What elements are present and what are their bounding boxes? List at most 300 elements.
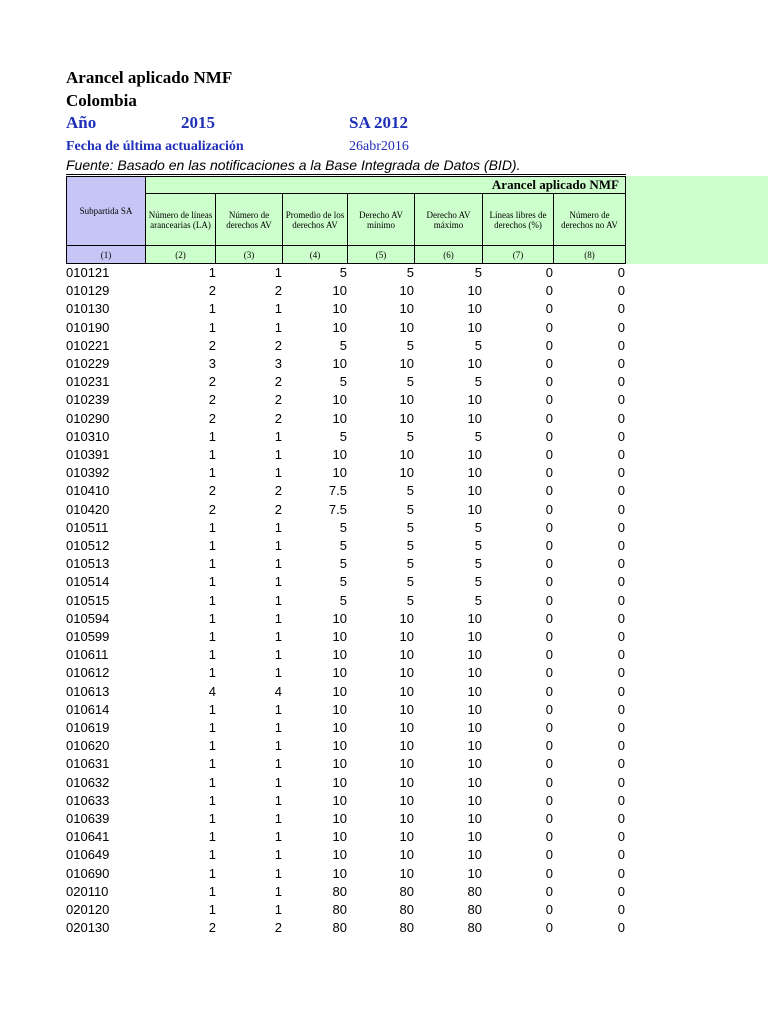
cell-avg-av: 10 xyxy=(332,683,347,699)
cell-max-av: 10 xyxy=(467,847,482,863)
table-row xyxy=(0,719,768,737)
table-row xyxy=(0,482,768,500)
col-number: (2) xyxy=(146,246,216,264)
table-row xyxy=(0,391,768,409)
cell-non-av: 0 xyxy=(617,428,625,444)
cell-max-av: 80 xyxy=(467,920,482,936)
cell-avg-av: 7.5 xyxy=(328,483,347,499)
cell-num-lines: 2 xyxy=(208,410,216,426)
cell-min-av: 5 xyxy=(406,374,414,390)
cell-subpartida-code: 010639 xyxy=(66,811,110,826)
table-row xyxy=(0,846,768,864)
header-num-av: Número de derechos AV xyxy=(216,194,283,246)
table-row xyxy=(0,555,768,573)
cell-num-lines: 1 xyxy=(208,792,216,808)
source-note: Fuente: Basado en las notificaciones a la Base Integrada de Datos (BID). xyxy=(66,157,521,173)
cell-num-av: 1 xyxy=(274,592,282,608)
table-row xyxy=(0,501,768,519)
cell-duty-free-pct: 0 xyxy=(545,701,553,717)
cell-duty-free-pct: 0 xyxy=(545,738,553,754)
cell-duty-free-pct: 0 xyxy=(545,792,553,808)
country-name: Colombia xyxy=(66,91,137,110)
cell-num-lines: 1 xyxy=(208,538,216,553)
cell-max-av: 10 xyxy=(467,792,482,808)
cell-duty-free-pct: 0 xyxy=(545,665,553,681)
table-row xyxy=(0,300,768,318)
cell-subpartida-code: 010221 xyxy=(66,337,110,353)
table-row xyxy=(0,610,768,628)
cell-min-av: 10 xyxy=(399,356,414,371)
cell-max-av: 10 xyxy=(467,665,482,681)
cell-num-av: 1 xyxy=(274,465,282,481)
cell-min-av: 10 xyxy=(399,410,414,426)
cell-num-av: 1 xyxy=(274,647,282,663)
cell-duty-free-pct: 0 xyxy=(545,902,553,917)
cell-subpartida-code: 010513 xyxy=(66,556,110,572)
cell-non-av: 0 xyxy=(617,447,625,462)
cell-subpartida-code: 010130 xyxy=(66,301,110,317)
cell-min-av: 5 xyxy=(406,501,414,517)
divider xyxy=(66,174,626,175)
cell-subpartida-code: 010613 xyxy=(66,683,110,699)
cell-duty-free-pct: 0 xyxy=(545,374,553,390)
cell-avg-av: 5 xyxy=(339,428,347,444)
cell-avg-av: 10 xyxy=(332,865,347,881)
cell-subpartida-code: 020110 xyxy=(66,883,109,899)
cell-duty-free-pct: 0 xyxy=(545,629,553,644)
cell-num-lines: 1 xyxy=(208,647,216,663)
cell-num-lines: 3 xyxy=(208,356,216,371)
cell-num-av: 1 xyxy=(274,556,282,572)
cell-subpartida-code: 010614 xyxy=(66,701,110,717)
cell-num-av: 1 xyxy=(274,865,282,881)
cell-duty-free-pct: 0 xyxy=(545,720,553,735)
table-row xyxy=(0,282,768,300)
cell-avg-av: 5 xyxy=(339,374,347,390)
cell-non-av: 0 xyxy=(617,756,625,772)
cell-num-lines: 2 xyxy=(208,392,216,408)
table-row xyxy=(0,664,768,682)
cell-subpartida-code: 010392 xyxy=(66,465,110,481)
cell-max-av: 10 xyxy=(467,610,482,626)
cell-num-av: 1 xyxy=(274,774,282,790)
cell-num-lines: 1 xyxy=(208,902,216,917)
cell-num-av: 1 xyxy=(274,720,282,735)
cell-non-av: 0 xyxy=(617,647,625,663)
cell-max-av: 10 xyxy=(467,683,482,699)
table-row xyxy=(0,592,768,610)
cell-max-av: 5 xyxy=(474,428,482,444)
cell-max-av: 10 xyxy=(467,720,482,735)
cell-duty-free-pct: 0 xyxy=(545,847,553,863)
table-row xyxy=(0,901,768,919)
cell-subpartida-code: 020130 xyxy=(66,920,110,936)
cell-num-lines: 1 xyxy=(208,574,216,590)
cell-avg-av: 10 xyxy=(332,720,347,735)
cell-non-av: 0 xyxy=(617,610,625,626)
cell-avg-av: 10 xyxy=(332,756,347,772)
cell-num-lines: 2 xyxy=(208,374,216,390)
cell-avg-av: 10 xyxy=(332,774,347,790)
cell-non-av: 0 xyxy=(617,792,625,808)
cell-max-av: 10 xyxy=(467,465,482,481)
cell-avg-av: 5 xyxy=(339,592,347,608)
cell-num-av: 1 xyxy=(274,701,282,717)
cell-duty-free-pct: 0 xyxy=(545,301,553,317)
cell-non-av: 0 xyxy=(617,883,625,899)
cell-avg-av: 10 xyxy=(332,410,347,426)
cell-duty-free-pct: 0 xyxy=(545,483,553,499)
cell-avg-av: 80 xyxy=(332,883,347,899)
cell-num-lines: 1 xyxy=(208,319,216,335)
cell-subpartida-code: 010420 xyxy=(66,501,110,517)
cell-non-av: 0 xyxy=(617,465,625,481)
cell-max-av: 80 xyxy=(467,883,482,899)
cell-max-av: 10 xyxy=(467,756,482,772)
cell-avg-av: 10 xyxy=(332,847,347,863)
cell-duty-free-pct: 0 xyxy=(545,829,553,845)
cell-max-av: 5 xyxy=(474,556,482,572)
cell-avg-av: 10 xyxy=(332,701,347,717)
cell-num-av: 1 xyxy=(274,319,282,335)
header-num-lines: Número de líneas arancearias (LA) xyxy=(146,194,216,246)
cell-non-av: 0 xyxy=(617,519,625,535)
cell-num-av: 2 xyxy=(274,283,282,299)
hs-version: SA 2012 xyxy=(349,113,409,132)
cell-max-av: 5 xyxy=(474,574,482,590)
cell-min-av: 10 xyxy=(399,629,414,644)
cell-non-av: 0 xyxy=(617,902,625,917)
cell-subpartida-code: 010290 xyxy=(66,410,110,426)
cell-min-av: 10 xyxy=(399,392,414,408)
cell-duty-free-pct: 0 xyxy=(545,920,553,936)
cell-num-lines: 1 xyxy=(208,829,216,845)
cell-min-av: 10 xyxy=(399,301,414,317)
cell-num-av: 1 xyxy=(274,574,282,590)
cell-num-av: 1 xyxy=(274,829,282,845)
cell-duty-free-pct: 0 xyxy=(545,865,553,881)
col-number: (7) xyxy=(483,246,554,264)
cell-num-lines: 2 xyxy=(208,483,216,499)
cell-num-lines: 1 xyxy=(208,428,216,444)
cell-min-av: 10 xyxy=(399,319,414,335)
cell-max-av: 10 xyxy=(467,483,482,499)
cell-max-av: 5 xyxy=(474,374,482,390)
cell-duty-free-pct: 0 xyxy=(545,447,553,462)
cell-non-av: 0 xyxy=(617,337,625,353)
cell-avg-av: 80 xyxy=(332,920,347,936)
cell-num-av: 1 xyxy=(274,538,282,553)
header-subpartida: Subpartida SA xyxy=(66,176,146,246)
cell-non-av: 0 xyxy=(617,410,625,426)
cell-non-av: 0 xyxy=(617,701,625,717)
cell-num-lines: 1 xyxy=(208,756,216,772)
cell-subpartida-code: 010631 xyxy=(66,756,110,772)
cell-min-av: 10 xyxy=(399,774,414,790)
cell-min-av: 5 xyxy=(406,592,414,608)
cell-num-av: 2 xyxy=(274,337,282,353)
cell-avg-av: 10 xyxy=(332,283,347,299)
cell-num-lines: 1 xyxy=(208,610,216,626)
cell-avg-av: 10 xyxy=(332,392,347,408)
cell-duty-free-pct: 0 xyxy=(545,392,553,408)
cell-non-av: 0 xyxy=(617,483,625,499)
cell-duty-free-pct: 0 xyxy=(545,574,553,590)
cell-subpartida-code: 010633 xyxy=(66,792,110,808)
cell-num-lines: 1 xyxy=(208,665,216,681)
cell-min-av: 5 xyxy=(406,519,414,535)
cell-num-av: 1 xyxy=(274,792,282,808)
cell-min-av: 80 xyxy=(399,883,414,899)
table-row xyxy=(0,646,768,664)
cell-num-lines: 1 xyxy=(208,265,216,280)
cell-min-av: 10 xyxy=(399,792,414,808)
year-label: Año xyxy=(66,113,97,132)
year-value: 2015 xyxy=(181,113,215,132)
cell-min-av: 80 xyxy=(399,920,414,936)
cell-max-av: 5 xyxy=(474,592,482,608)
table-row xyxy=(0,537,768,555)
cell-avg-av: 10 xyxy=(332,319,347,335)
table-row xyxy=(0,464,768,482)
col-number: (1) xyxy=(66,246,146,264)
cell-min-av: 5 xyxy=(406,483,414,499)
cell-min-av: 5 xyxy=(406,556,414,572)
cell-max-av: 10 xyxy=(467,301,482,317)
cell-non-av: 0 xyxy=(617,920,625,936)
cell-num-av: 1 xyxy=(274,738,282,754)
table-row xyxy=(0,446,768,464)
cell-num-av: 1 xyxy=(274,883,282,899)
col-number: (5) xyxy=(348,246,415,264)
cell-non-av: 0 xyxy=(617,265,625,280)
cell-subpartida-code: 010620 xyxy=(66,738,110,754)
cell-non-av: 0 xyxy=(617,720,625,735)
cell-max-av: 10 xyxy=(467,319,482,335)
header-min-av: Derecho AV mínimo xyxy=(348,194,415,246)
table-row xyxy=(0,319,768,337)
table-row xyxy=(0,828,768,846)
cell-subpartida-code: 010410 xyxy=(66,483,110,499)
cell-non-av: 0 xyxy=(617,319,625,335)
cell-duty-free-pct: 0 xyxy=(545,501,553,517)
cell-subpartida-code: 010599 xyxy=(66,629,110,644)
cell-min-av: 10 xyxy=(399,647,414,663)
cell-avg-av: 10 xyxy=(332,665,347,681)
cell-subpartida-code: 010641 xyxy=(66,829,110,845)
cell-avg-av: 10 xyxy=(332,610,347,626)
cell-min-av: 10 xyxy=(399,283,414,299)
cell-duty-free-pct: 0 xyxy=(545,538,553,553)
cell-non-av: 0 xyxy=(617,811,625,826)
cell-min-av: 10 xyxy=(399,683,414,699)
table-row xyxy=(0,337,768,355)
cell-max-av: 5 xyxy=(474,519,482,535)
cell-num-lines: 2 xyxy=(208,283,216,299)
cell-duty-free-pct: 0 xyxy=(545,774,553,790)
table-row xyxy=(0,792,768,810)
report-title: Arancel aplicado NMF xyxy=(66,68,233,87)
cell-max-av: 10 xyxy=(467,738,482,754)
cell-num-av: 2 xyxy=(274,920,282,936)
table-row xyxy=(0,573,768,591)
cell-avg-av: 10 xyxy=(332,447,347,462)
cell-avg-av: 5 xyxy=(339,337,347,353)
col-number: (8) xyxy=(554,246,626,264)
cell-non-av: 0 xyxy=(617,574,625,590)
cell-max-av: 10 xyxy=(467,774,482,790)
cell-min-av: 10 xyxy=(399,447,414,462)
cell-num-lines: 1 xyxy=(208,465,216,481)
cell-avg-av: 10 xyxy=(332,629,347,644)
table-row xyxy=(0,628,768,646)
cell-avg-av: 80 xyxy=(332,902,347,917)
cell-subpartida-code: 010121 xyxy=(66,265,110,280)
cell-num-av: 1 xyxy=(274,756,282,772)
cell-subpartida-code: 010391 xyxy=(66,447,110,462)
cell-avg-av: 5 xyxy=(339,265,347,280)
cell-num-av: 1 xyxy=(274,629,282,644)
cell-num-lines: 2 xyxy=(208,501,216,517)
cell-num-lines: 2 xyxy=(208,920,216,936)
cell-num-lines: 1 xyxy=(208,556,216,572)
cell-duty-free-pct: 0 xyxy=(545,756,553,772)
cell-min-av: 10 xyxy=(399,720,414,735)
cell-num-lines: 1 xyxy=(208,883,216,899)
table-row xyxy=(0,519,768,537)
cell-subpartida-code: 010515 xyxy=(66,592,110,608)
cell-max-av: 5 xyxy=(474,265,482,280)
cell-num-lines: 1 xyxy=(208,738,216,754)
cell-num-av: 3 xyxy=(274,356,282,371)
update-date-value: 26abr2016 xyxy=(349,139,409,154)
cell-non-av: 0 xyxy=(617,829,625,845)
cell-num-av: 1 xyxy=(274,847,282,863)
cell-avg-av: 10 xyxy=(332,356,347,371)
cell-non-av: 0 xyxy=(617,374,625,390)
cell-max-av: 10 xyxy=(467,829,482,845)
cell-max-av: 10 xyxy=(467,701,482,717)
cell-max-av: 5 xyxy=(474,337,482,353)
cell-min-av: 80 xyxy=(399,902,414,917)
cell-max-av: 10 xyxy=(467,811,482,826)
cell-subpartida-code: 010611 xyxy=(66,647,109,663)
cell-num-av: 1 xyxy=(274,610,282,626)
cell-num-lines: 1 xyxy=(208,301,216,317)
cell-non-av: 0 xyxy=(617,738,625,754)
cell-avg-av: 5 xyxy=(339,556,347,572)
cell-non-av: 0 xyxy=(617,683,625,699)
cell-min-av: 5 xyxy=(406,428,414,444)
table-row xyxy=(0,755,768,773)
cell-duty-free-pct: 0 xyxy=(545,811,553,826)
cell-avg-av: 10 xyxy=(332,829,347,845)
cell-non-av: 0 xyxy=(617,629,625,644)
cell-subpartida-code: 010511 xyxy=(66,519,109,535)
cell-non-av: 0 xyxy=(617,865,625,881)
table-row xyxy=(0,810,768,828)
table-row xyxy=(0,701,768,719)
table-row xyxy=(0,428,768,446)
cell-min-av: 10 xyxy=(399,701,414,717)
cell-non-av: 0 xyxy=(617,392,625,408)
cell-subpartida-code: 010514 xyxy=(66,574,110,590)
table-row xyxy=(0,373,768,391)
col-number: (6) xyxy=(415,246,483,264)
header-avg-av: Promedio de los derechos AV xyxy=(283,194,348,246)
cell-max-av: 10 xyxy=(467,647,482,663)
cell-num-lines: 1 xyxy=(208,701,216,717)
cell-avg-av: 10 xyxy=(332,792,347,808)
table-row xyxy=(0,883,768,901)
cell-avg-av: 10 xyxy=(332,301,347,317)
cell-num-lines: 1 xyxy=(208,847,216,863)
cell-max-av: 10 xyxy=(467,865,482,881)
cell-duty-free-pct: 0 xyxy=(545,556,553,572)
cell-max-av: 10 xyxy=(467,447,482,462)
cell-non-av: 0 xyxy=(617,556,625,572)
cell-min-av: 10 xyxy=(399,465,414,481)
cell-max-av: 10 xyxy=(467,410,482,426)
cell-non-av: 0 xyxy=(617,356,625,371)
cell-duty-free-pct: 0 xyxy=(545,610,553,626)
cell-subpartida-code: 010310 xyxy=(66,428,110,444)
cell-duty-free-pct: 0 xyxy=(545,319,553,335)
cell-non-av: 0 xyxy=(617,665,625,681)
cell-num-lines: 2 xyxy=(208,337,216,353)
table-row xyxy=(0,737,768,755)
col-number: (4) xyxy=(283,246,348,264)
cell-num-lines: 1 xyxy=(208,629,216,644)
cell-max-av: 10 xyxy=(467,356,482,371)
cell-subpartida-code: 010512 xyxy=(66,538,110,553)
table-row xyxy=(0,865,768,883)
cell-duty-free-pct: 0 xyxy=(545,647,553,663)
cell-duty-free-pct: 0 xyxy=(545,428,553,444)
cell-num-av: 1 xyxy=(274,519,282,535)
cell-duty-free-pct: 0 xyxy=(545,592,553,608)
cell-subpartida-code: 010129 xyxy=(66,283,110,299)
cell-subpartida-code: 010649 xyxy=(66,847,110,863)
cell-num-av: 1 xyxy=(274,811,282,826)
header-max-av: Derecho AV máximo xyxy=(415,194,483,246)
table-row xyxy=(0,774,768,792)
cell-non-av: 0 xyxy=(617,774,625,790)
cell-non-av: 0 xyxy=(617,283,625,299)
cell-subpartida-code: 010612 xyxy=(66,665,110,681)
cell-duty-free-pct: 0 xyxy=(545,283,553,299)
cell-num-lines: 1 xyxy=(208,865,216,881)
cell-subpartida-code: 010619 xyxy=(66,720,110,735)
cell-non-av: 0 xyxy=(617,592,625,608)
col-number: (3) xyxy=(216,246,283,264)
cell-max-av: 10 xyxy=(467,283,482,299)
cell-num-lines: 1 xyxy=(208,592,216,608)
cell-non-av: 0 xyxy=(617,847,625,863)
cell-subpartida-code: 010190 xyxy=(66,319,110,335)
table-row xyxy=(0,355,768,373)
cell-subpartida-code: 010229 xyxy=(66,356,110,371)
cell-num-lines: 1 xyxy=(208,811,216,826)
cell-duty-free-pct: 0 xyxy=(545,356,553,371)
cell-subpartida-code: 010594 xyxy=(66,610,110,626)
cell-min-av: 10 xyxy=(399,865,414,881)
cell-num-av: 2 xyxy=(274,410,282,426)
cell-subpartida-code: 010690 xyxy=(66,865,110,881)
cell-subpartida-code: 010231 xyxy=(66,374,110,390)
cell-num-lines: 1 xyxy=(208,720,216,735)
cell-subpartida-code: 010239 xyxy=(66,392,110,408)
